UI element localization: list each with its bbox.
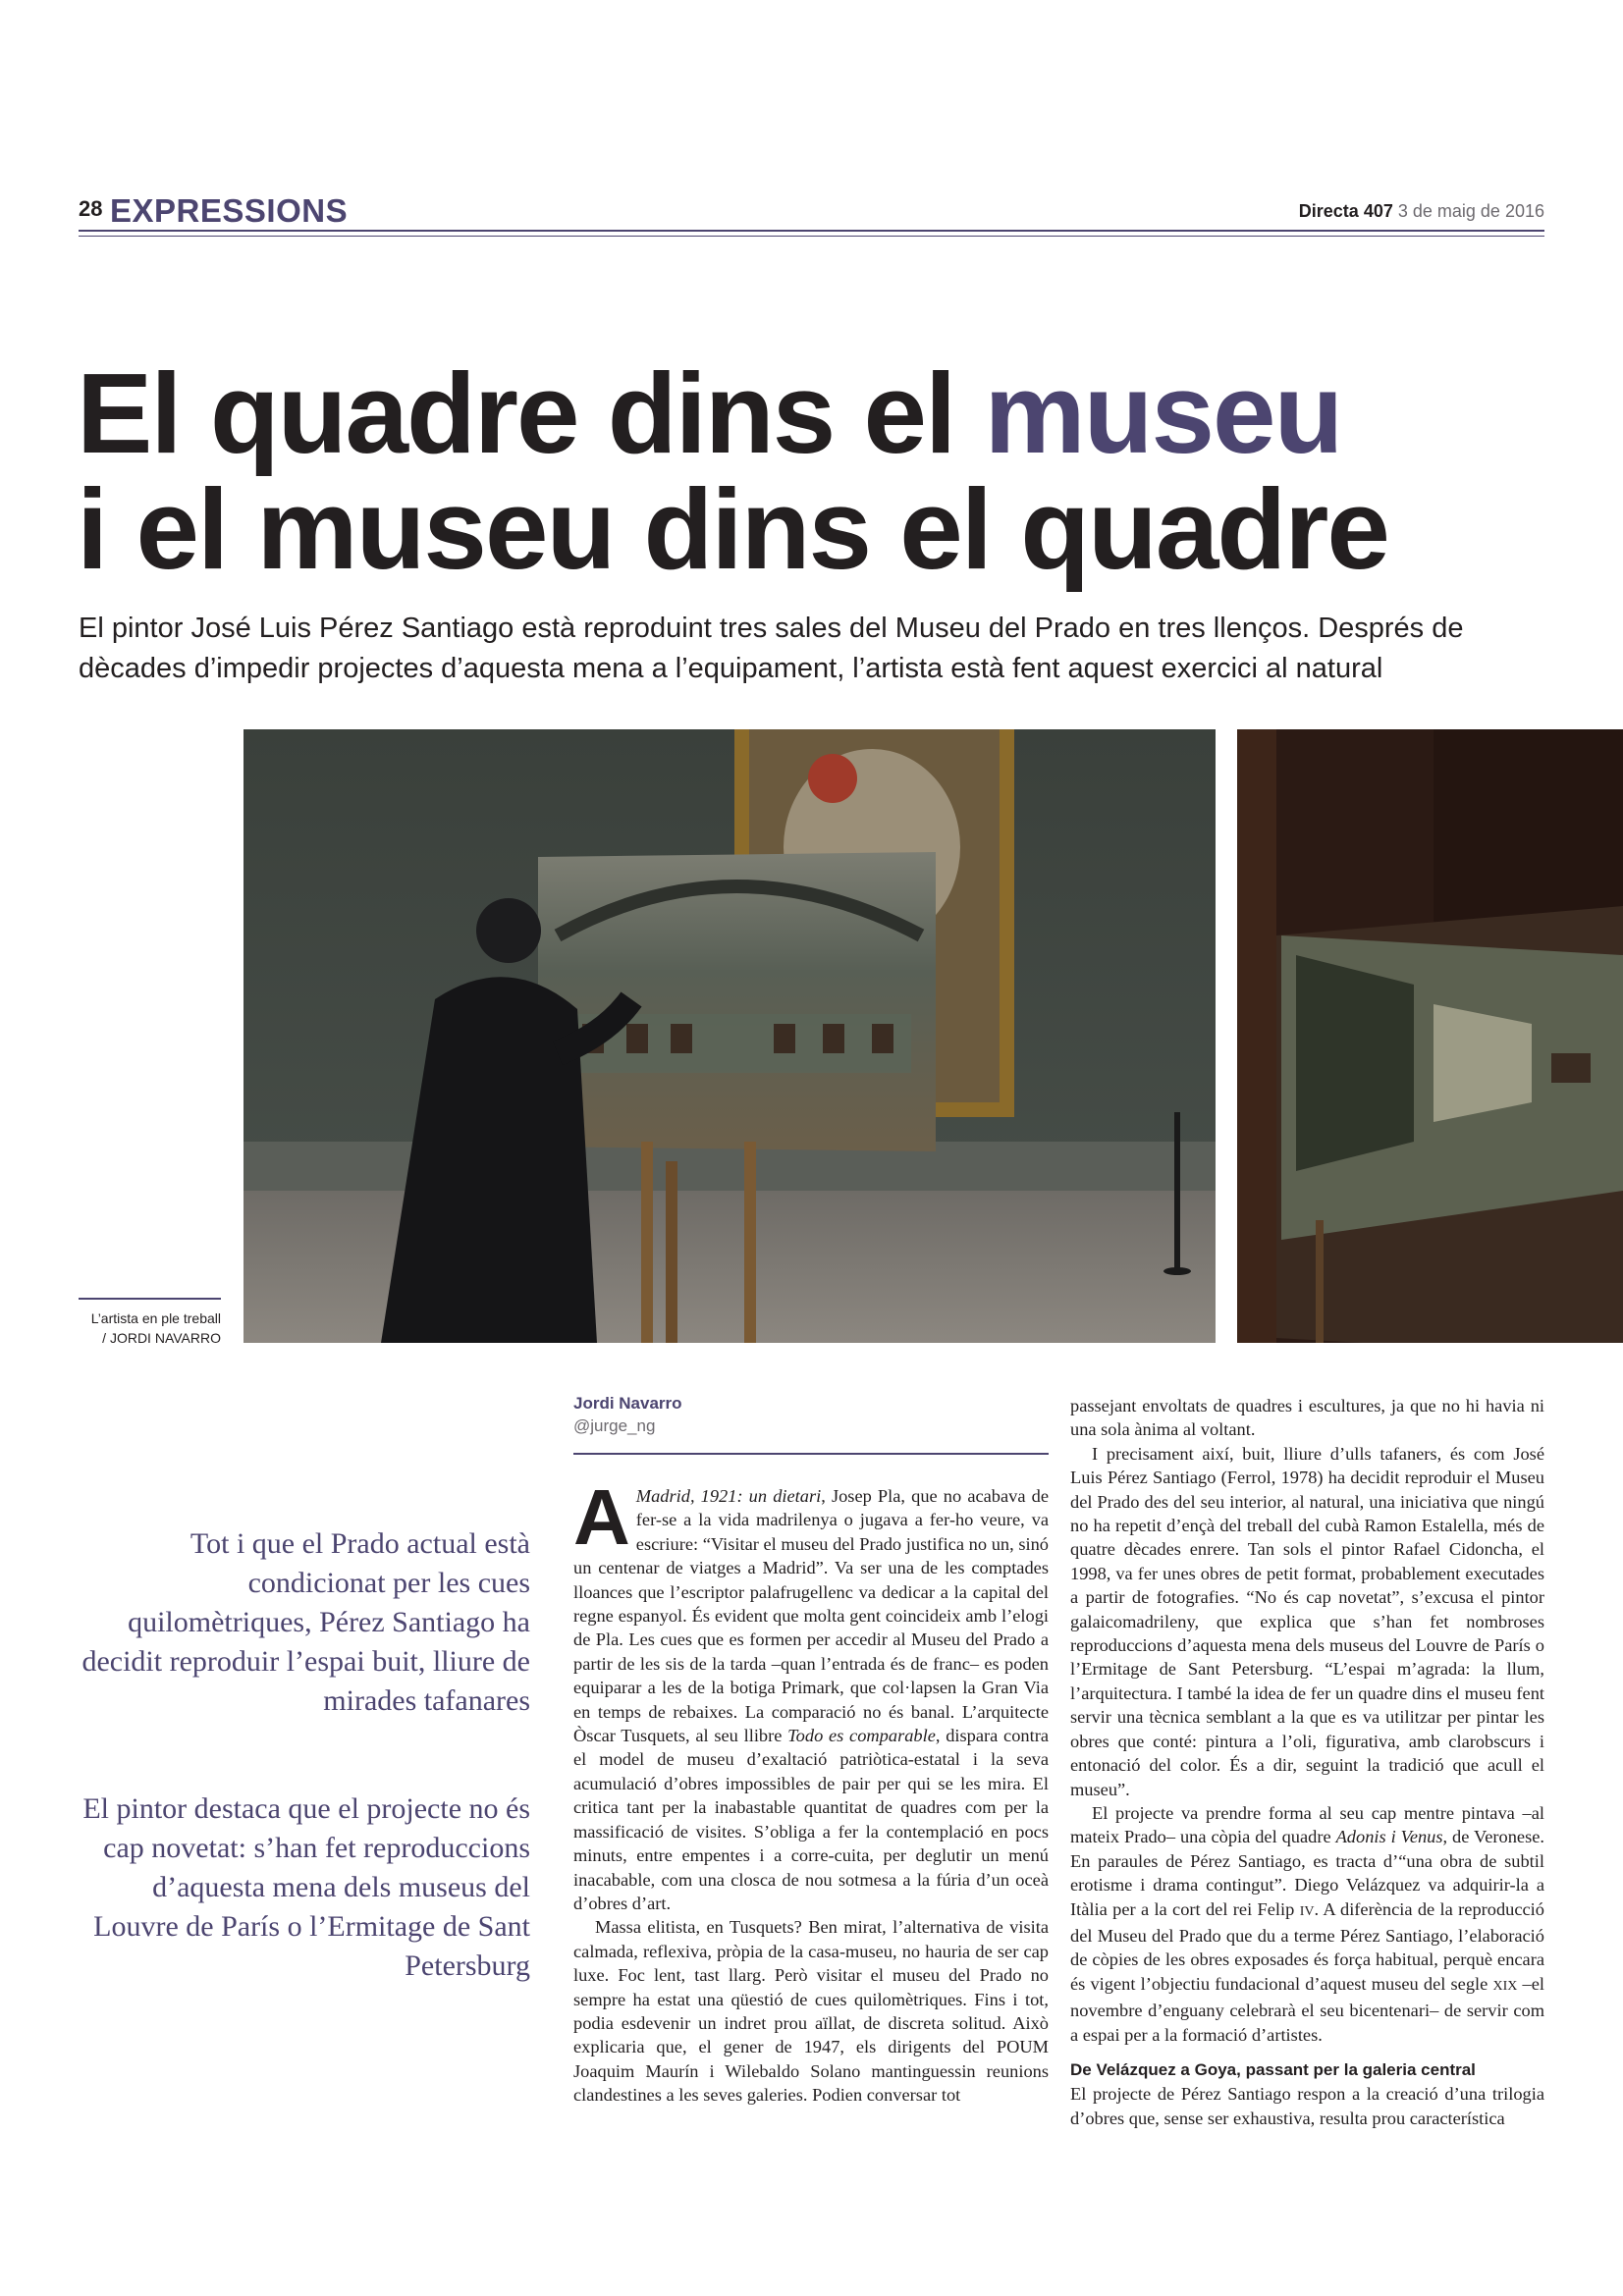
text-run: –el novembre d’enguany celebrarà el seu bicentenari– de servir com a espai per a la formació d’artistes. [1070,1973,1544,2045]
header-rule [79,230,1544,232]
text-run: , de Veronese. En paraules de Pérez Santiago, es tracta d’“una obra de subtil erotisme i drama contingut”. Diego Velázquez va adquirir-la a Itàlia per a la cort del rei Felip [1070,1827,1544,1919]
small-caps-numeral: XIX [1492,1978,1518,1994]
photo-caption [79,1308,221,1348]
byline-rule [573,1453,1049,1455]
italic-title: Adonis i Venus [1335,1827,1443,1847]
pull-quote: Tot i que el Prado actual està condicionat per les cues quilomètriques, Pérez Santiago ha decidit reproduir l’espai buit, lliure de mirades tafanares [81,1527,530,1717]
drop-cap: A [573,1473,630,1561]
secondary-photo [1237,729,1623,1343]
section-title: EXPRESSIONS [110,192,349,229]
article-column-1 [573,1473,1049,2108]
headline [77,349,1549,593]
paragraph: El projecte de Pérez Santiago respon a la creació d’una trilogia d’obres que, sense ser exhaustiva, resulta prou característica [1070,2084,1544,2128]
caption-rule [79,1298,221,1300]
text-run: El projecte va prendre forma al seu cap mentre pintava –al mateix Prado– una còpia del quadre [1070,1802,1544,1847]
paragraph [573,1473,1049,1915]
publication-date: 3 de maig de 2016 [1397,201,1544,221]
headline-text: El quadre dins el [77,349,985,477]
paragraph: passejant envoltats de quadres i escultures, ja que no hi havia ni una sola ànima al voltant. [1070,1396,1544,1440]
author-name: Jordi Navarro [573,1394,682,1413]
headline-accent-word: museu [984,349,1342,477]
italic-title: Madrid, 1921: un dietari [635,1486,822,1506]
text-run: , dispara contra el model de museu d’exaltació patriòtica-estatal i la seva acumulació d’obres impossibles de pair per qui se les mira. El critica tant per la inabastable quantitat de quadres com per la massificació de visites. S’obliga a fer la contemplació en pocs minuts, entre empentes i a corre-cuita, per deglutir un menú inacabable, com una closca de nou sotmesa a la fúria d’un oceà d’obres d’art. [573,1726,1049,1913]
page-number: 28 [79,196,103,221]
author-handle: @jurge_ng [573,1416,656,1435]
headline-line-2: i el museu dins el quadre [77,465,1388,593]
publication-info [1299,201,1544,222]
text-run: , Josep Pla, que no acabava de fer-se a la vida madrilenya o jugava a fer-ho veure, va escriure: “Visitar el museu del Prado justifica no un, sinó un centenar de viatges a Madrid”. Va ser una de les comptades lloances que l’escriptor palafrugellenc va dedicar a la capital del regne espanyol. És evident que molta gent coincideix amb l’elogi de Pla. Les cues que es formen per accedir al Museu del Prado a partir de les sis de la tarda –quan l’entrada és de franc– es poden equiparar a les de la botiga Primark, que col·lapsen la Gran Via en temps de rebaixes. La comparació no és banal. L’arquitecte Òscar Tusquets, al seu llibre [573,1486,1049,1746]
article-column-2 [1070,1394,1544,2130]
publication-name: Directa 407 [1298,201,1393,221]
subheadline: El pintor José Luis Pérez Santiago està reproduint tres sales del Museu del Prado en tres llenços. Després de dècades d’impedir projectes d’aquesta mena a l’equipament, l’artista està fent aquest exercici al natural [79,613,1464,684]
paragraph: I precisament així, buit, lliure d’ulls tafaners, és com José Luis Pérez Santiago (Ferrol, 1978) ha decidit reproduir el Museu del Prado des del seu interior, al natural, una iniciativa que ningú no ha repetit d’ençà del treball del cubà Ramon Estalella, més de quatre dècades enrere. Tan sols el pintor Rafael Cidoncha, el 1998, va fer unes obres de petit format, probablement executades a partir de fotografies. “No és cap novetat”, s’excusa el pintor galaicomadrileny, que explica que s’han fet nombroses reproduccions d’aquesta mena dels museus del Louvre de París o l’Ermitage de Sant Petersburg. “L’espai m’agrada: la llum, l’arquitectura. I també la idea de fer un quadre dins el museu fent servir una tècnica semblant a la que es va utilitzar per pintar les obres que conté: pintura a l’oli, figurativa, amb clarobscurs i entonació del color. És a dir, seguint la tradició que acull el museu”. [1070,1443,1544,1799]
paragraph [1070,1801,1544,2047]
pull-quote: El pintor destaca que el projecte no és cap novetat: s’han fet reproduccions d’aquesta mena dels museus del Louvre de París o l’Ermitage de Sant Petersburg [82,1792,530,1982]
paragraph: Massa elitista, en Tusquets? Ben mirat, l’alternativa de visita calmada, reflexiva, pròpia de la casa-museu, no hauria de ser cap luxe. Foc lent, tast llarg. Però visitar el museu del Prado no sempre ha estat una qüestió de cues quilomètriques. Fins i tot, podia esdevenir un indret prou aïllat, de discreta solitud. Això explicaria que, el gener de 1947, els dirigents del POUM Joaquim Maurín i Wilebaldo Solano mantinguessin reunions clandestines a les seves galeries. Podien conversar tot [573,1917,1049,2106]
header-rule-thin [79,236,1544,237]
caption-credit: / JORDI NAVARRO [102,1330,221,1346]
caption-text: L’artista en ple treball [90,1310,221,1326]
small-caps-numeral: IV [1299,1903,1315,1919]
section-subtitle: De Velázquez a Goya, passant per la galeria central [1070,2059,1476,2079]
headline-line-1 [77,349,1549,477]
main-photo [243,729,1216,1343]
text-run: . A diferència de la reproducció del Museu del Prado que du a terme Pérez Santiago, l’elaboració de còpies de les obres exposades és força habitual, perquè encara és vigent l’objectiu fundacional d’aquest museu del segle [1070,1898,1544,1994]
italic-title: Todo es comparable [787,1726,936,1746]
